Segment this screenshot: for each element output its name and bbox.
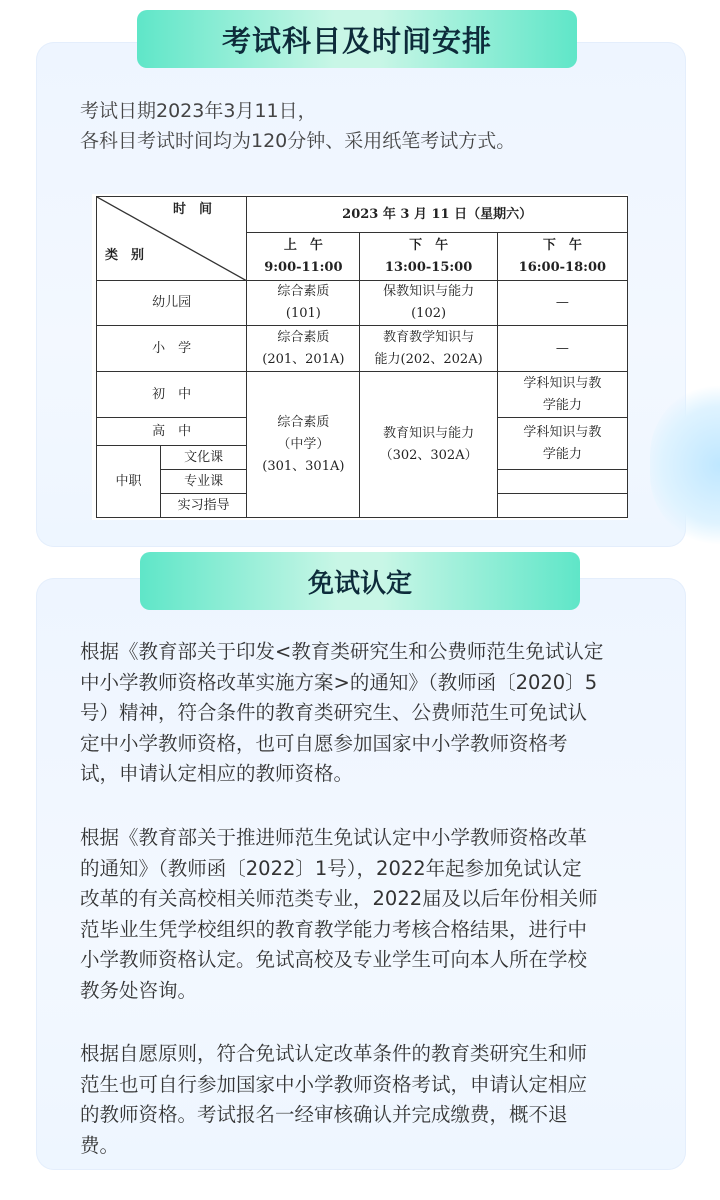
paragraph-1: [80, 637, 660, 790]
date-header: 2023 年 3 月 11 日（星期六）: [247, 197, 628, 233]
row-label-junior: 初 中: [97, 372, 247, 418]
period-time: 16:00-18:00: [518, 259, 607, 275]
table-cell: [247, 326, 360, 372]
vocational-sub-label: 实习指导: [161, 494, 247, 518]
cell-line: 学能力: [542, 397, 582, 413]
table-cell-secondary-s2: [360, 372, 497, 518]
paragraph-line: 小学教师资格认定。免试高校及专业学生可向本人所在学校: [80, 948, 588, 971]
cell-line: 综合素质: [277, 284, 330, 299]
paragraph-line: 的通知》（教师函〔2022〕1号），2022年起参加免试认定: [80, 856, 582, 880]
row-label-vocational: 中职: [97, 446, 161, 518]
cell-line: （302、302A）: [379, 447, 478, 463]
cell-line: 学科知识与教: [523, 375, 602, 391]
table-cell: [497, 372, 627, 418]
paragraph-line: 号）精神，符合条件的教育类研究生、公费师范生可免试认: [80, 701, 588, 724]
table-cell-empty: [497, 470, 627, 494]
cell-line: 教育教学知识与: [383, 329, 475, 345]
schedule-table: [96, 196, 628, 518]
intro-line: 各科目考试时间均为120分钟、采用纸笔考试方式。: [80, 130, 516, 152]
cell-line: 综合素质: [277, 329, 330, 345]
paragraph-line: 改革的有关高校相关师范类专业，2022届及以后年份相关师: [80, 887, 598, 910]
section-title-exemption: 免试认定: [140, 552, 580, 610]
paragraph-line: 范毕业生凭学校组织的教育教学能力考核合格结果，进行中: [80, 917, 588, 941]
paragraph-line: 费。: [80, 1133, 120, 1157]
vocational-sub-label: 专业课: [161, 470, 247, 494]
table-cell: [360, 281, 497, 326]
corner-category-label: 类 别: [105, 248, 145, 263]
corner-header-cell: [97, 197, 247, 281]
period-time: 13:00-15:00: [384, 259, 473, 275]
paragraph-line: 教务处咨询。: [80, 978, 198, 1002]
paragraph-line: 试，申请认定相应的教师资格。: [80, 762, 354, 785]
cell-line: 能力(202、202A): [374, 351, 483, 367]
intro-line: 考试日期2023年3月11日，: [80, 100, 317, 122]
paragraph-line: 的教师资格。考试报名一经审核确认并完成缴费，概不退: [80, 1103, 568, 1126]
cell-line: (301、301A): [262, 458, 345, 474]
table-cell: [247, 281, 360, 326]
cell-line: 教育知识与能力: [383, 425, 475, 441]
paragraph-line: 定中小学教师资格，也可自愿参加国家中小学教师资格考: [80, 731, 568, 755]
paragraph-3: [80, 1039, 660, 1161]
period-header: [497, 233, 627, 281]
cell-line: (201、201A): [262, 351, 345, 367]
cell-line: 保教知识与能力: [383, 284, 475, 299]
cell-line: (102): [411, 306, 447, 321]
cell-line: 学科知识与教: [523, 424, 602, 440]
period-label: 下 午: [409, 237, 449, 253]
table-cell-empty: [497, 494, 627, 518]
paragraph-2: [80, 823, 660, 1006]
diagonal-line: [97, 197, 247, 281]
period-label: 上 午: [283, 237, 323, 253]
row-label-senior: 高 中: [97, 418, 247, 446]
cell-line: (101): [285, 306, 321, 321]
cell-line: （中学）: [277, 436, 330, 452]
row-label-kindergarten: 幼儿园: [97, 281, 247, 326]
table-cell: [360, 326, 497, 372]
paragraph-line: 根据《教育部关于印发<教育类研究生和公费师范生免试认定: [80, 640, 604, 663]
period-header: [360, 233, 497, 281]
period-time: 9:00-11:00: [264, 259, 343, 275]
paragraph-line: 根据《教育部关于推进师范生免试认定中小学教师资格改革: [80, 826, 588, 849]
row-label-primary: 小 学: [97, 326, 247, 372]
table-cell: —: [497, 281, 627, 326]
period-label: 下 午: [542, 237, 582, 253]
period-header: [247, 233, 360, 281]
cell-line: 综合素质: [277, 414, 330, 430]
paragraph-line: 根据自愿原则，符合免试认定改革条件的教育类研究生和师: [80, 1042, 588, 1065]
schedule-table-image: [92, 194, 628, 520]
cell-line: 学能力: [542, 446, 582, 462]
table-cell: —: [497, 326, 627, 372]
table-cell: [497, 418, 627, 470]
section-title-schedule: 考试科目及时间安排: [137, 10, 577, 68]
corner-time-label: 时 间: [173, 202, 213, 217]
vocational-sub-label: 文化课: [161, 446, 247, 470]
table-cell-secondary-s1: [247, 372, 360, 518]
exam-intro: [80, 96, 640, 156]
paragraph-line: 范生也可自行参加国家中小学教师资格考试，申请认定相应: [80, 1072, 588, 1096]
paragraph-line: 中小学教师资格改革实施方案>的通知》（教师函〔2020〕5: [80, 670, 598, 694]
